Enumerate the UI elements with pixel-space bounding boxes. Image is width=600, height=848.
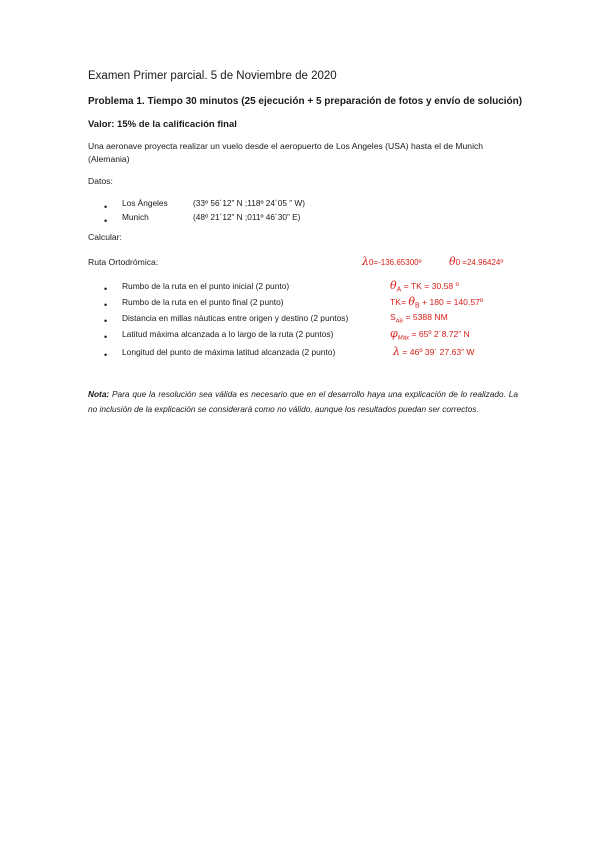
bullet-icon: • <box>104 332 108 342</box>
lambda0-value <box>362 255 422 268</box>
lambda-symbol: λ <box>393 345 400 358</box>
answer-final-heading <box>390 295 483 310</box>
coords-munich: (48º 21´12” N ;011º 46´30” E) <box>193 212 301 222</box>
problem-heading: Problema 1. Tiempo 30 minutos (25 ejecución + 5 preparación de fotos y envío de solución) <box>88 96 523 107</box>
phi-symbol: φ <box>390 327 398 340</box>
subscript: A <box>396 286 402 294</box>
answer-max-latitude <box>390 327 470 342</box>
answer-prefix: TK= <box>390 297 409 307</box>
theta0-value <box>449 255 503 268</box>
bullet-icon: • <box>104 284 108 294</box>
item-distance: Distancia en millas náuticas entre origen y destino (2 puntos) <box>122 313 349 323</box>
item-initial-heading: Rumbo de la ruta en el punto inicial (2 punto) <box>122 281 290 291</box>
answer-prefix: S <box>390 312 396 322</box>
item-final-heading: Rumbo de la ruta en el punto final (2 punto) <box>122 297 284 307</box>
answer-value: = 46º 39´ 27.63” W <box>399 347 475 357</box>
theta-symbol: θ <box>449 255 456 268</box>
answer-distance <box>390 312 448 325</box>
bullet-icon: • <box>104 202 108 212</box>
bullet-icon: • <box>104 316 108 326</box>
note <box>88 387 518 417</box>
datos-label: Datos: <box>88 176 113 186</box>
answer-value: = 65º 2´8.72” N <box>409 329 470 339</box>
note-label: Nota: <box>88 389 110 399</box>
bullet-icon: • <box>104 300 108 310</box>
theta-symbol: θ <box>408 295 416 308</box>
answer-value: = TK = 30.58 º <box>401 281 459 291</box>
lambda-symbol: λ <box>362 255 369 268</box>
value-rest: de la calificación final <box>136 119 237 130</box>
bullet-icon: • <box>104 350 108 360</box>
ruta-label: Ruta Ortodrómica: <box>88 257 159 267</box>
city-munich: Munich <box>122 212 149 222</box>
exam-title: Examen Primer parcial. 5 de Noviembre de 2020 <box>88 70 337 82</box>
answer-longitude-max <box>393 345 475 358</box>
value-line <box>88 119 237 130</box>
subscript: B <box>415 302 420 310</box>
answer-initial-heading <box>390 279 459 294</box>
subscript: AB <box>395 318 404 325</box>
calcular-label: Calcular: <box>88 232 122 242</box>
subscript: Máx <box>397 335 410 342</box>
item-max-latitude: Latitud máxima alcanzada a lo largo de la ruta (2 puntos) <box>122 329 334 339</box>
coords-los-angeles: (33º 56´12” N ;118º 24´05 ” W) <box>193 198 305 208</box>
theta-symbol: θ <box>390 279 397 292</box>
city-los-angeles: Los Ángeles <box>122 198 168 208</box>
value-label: Valor: 15% <box>88 119 137 130</box>
answer-value: + 180 = 140.57º <box>419 297 484 307</box>
note-text: Para que la resolución sea válida es necesario que en el desarrollo haya una explicación de lo realizado. La no inclusión de la explicación se considerará como no válido, aunque los resultados puedan ser correctos. <box>88 389 518 414</box>
item-longitude-max: Longitud del punto de máxima latitud alcanzada (2 punto) <box>122 347 336 357</box>
lambda0-number: 0=-136.65300º <box>368 258 422 267</box>
problem-statement: Una aeronave proyecta realizar un vuelo desde el aeropuerto de Los Angeles (USA) hasta el de Munich (Alemania) <box>88 141 484 164</box>
theta0-number: 0 =24.96424º <box>455 258 504 267</box>
bullet-icon: • <box>104 216 108 226</box>
answer-value: = 5388 NM <box>403 312 448 322</box>
